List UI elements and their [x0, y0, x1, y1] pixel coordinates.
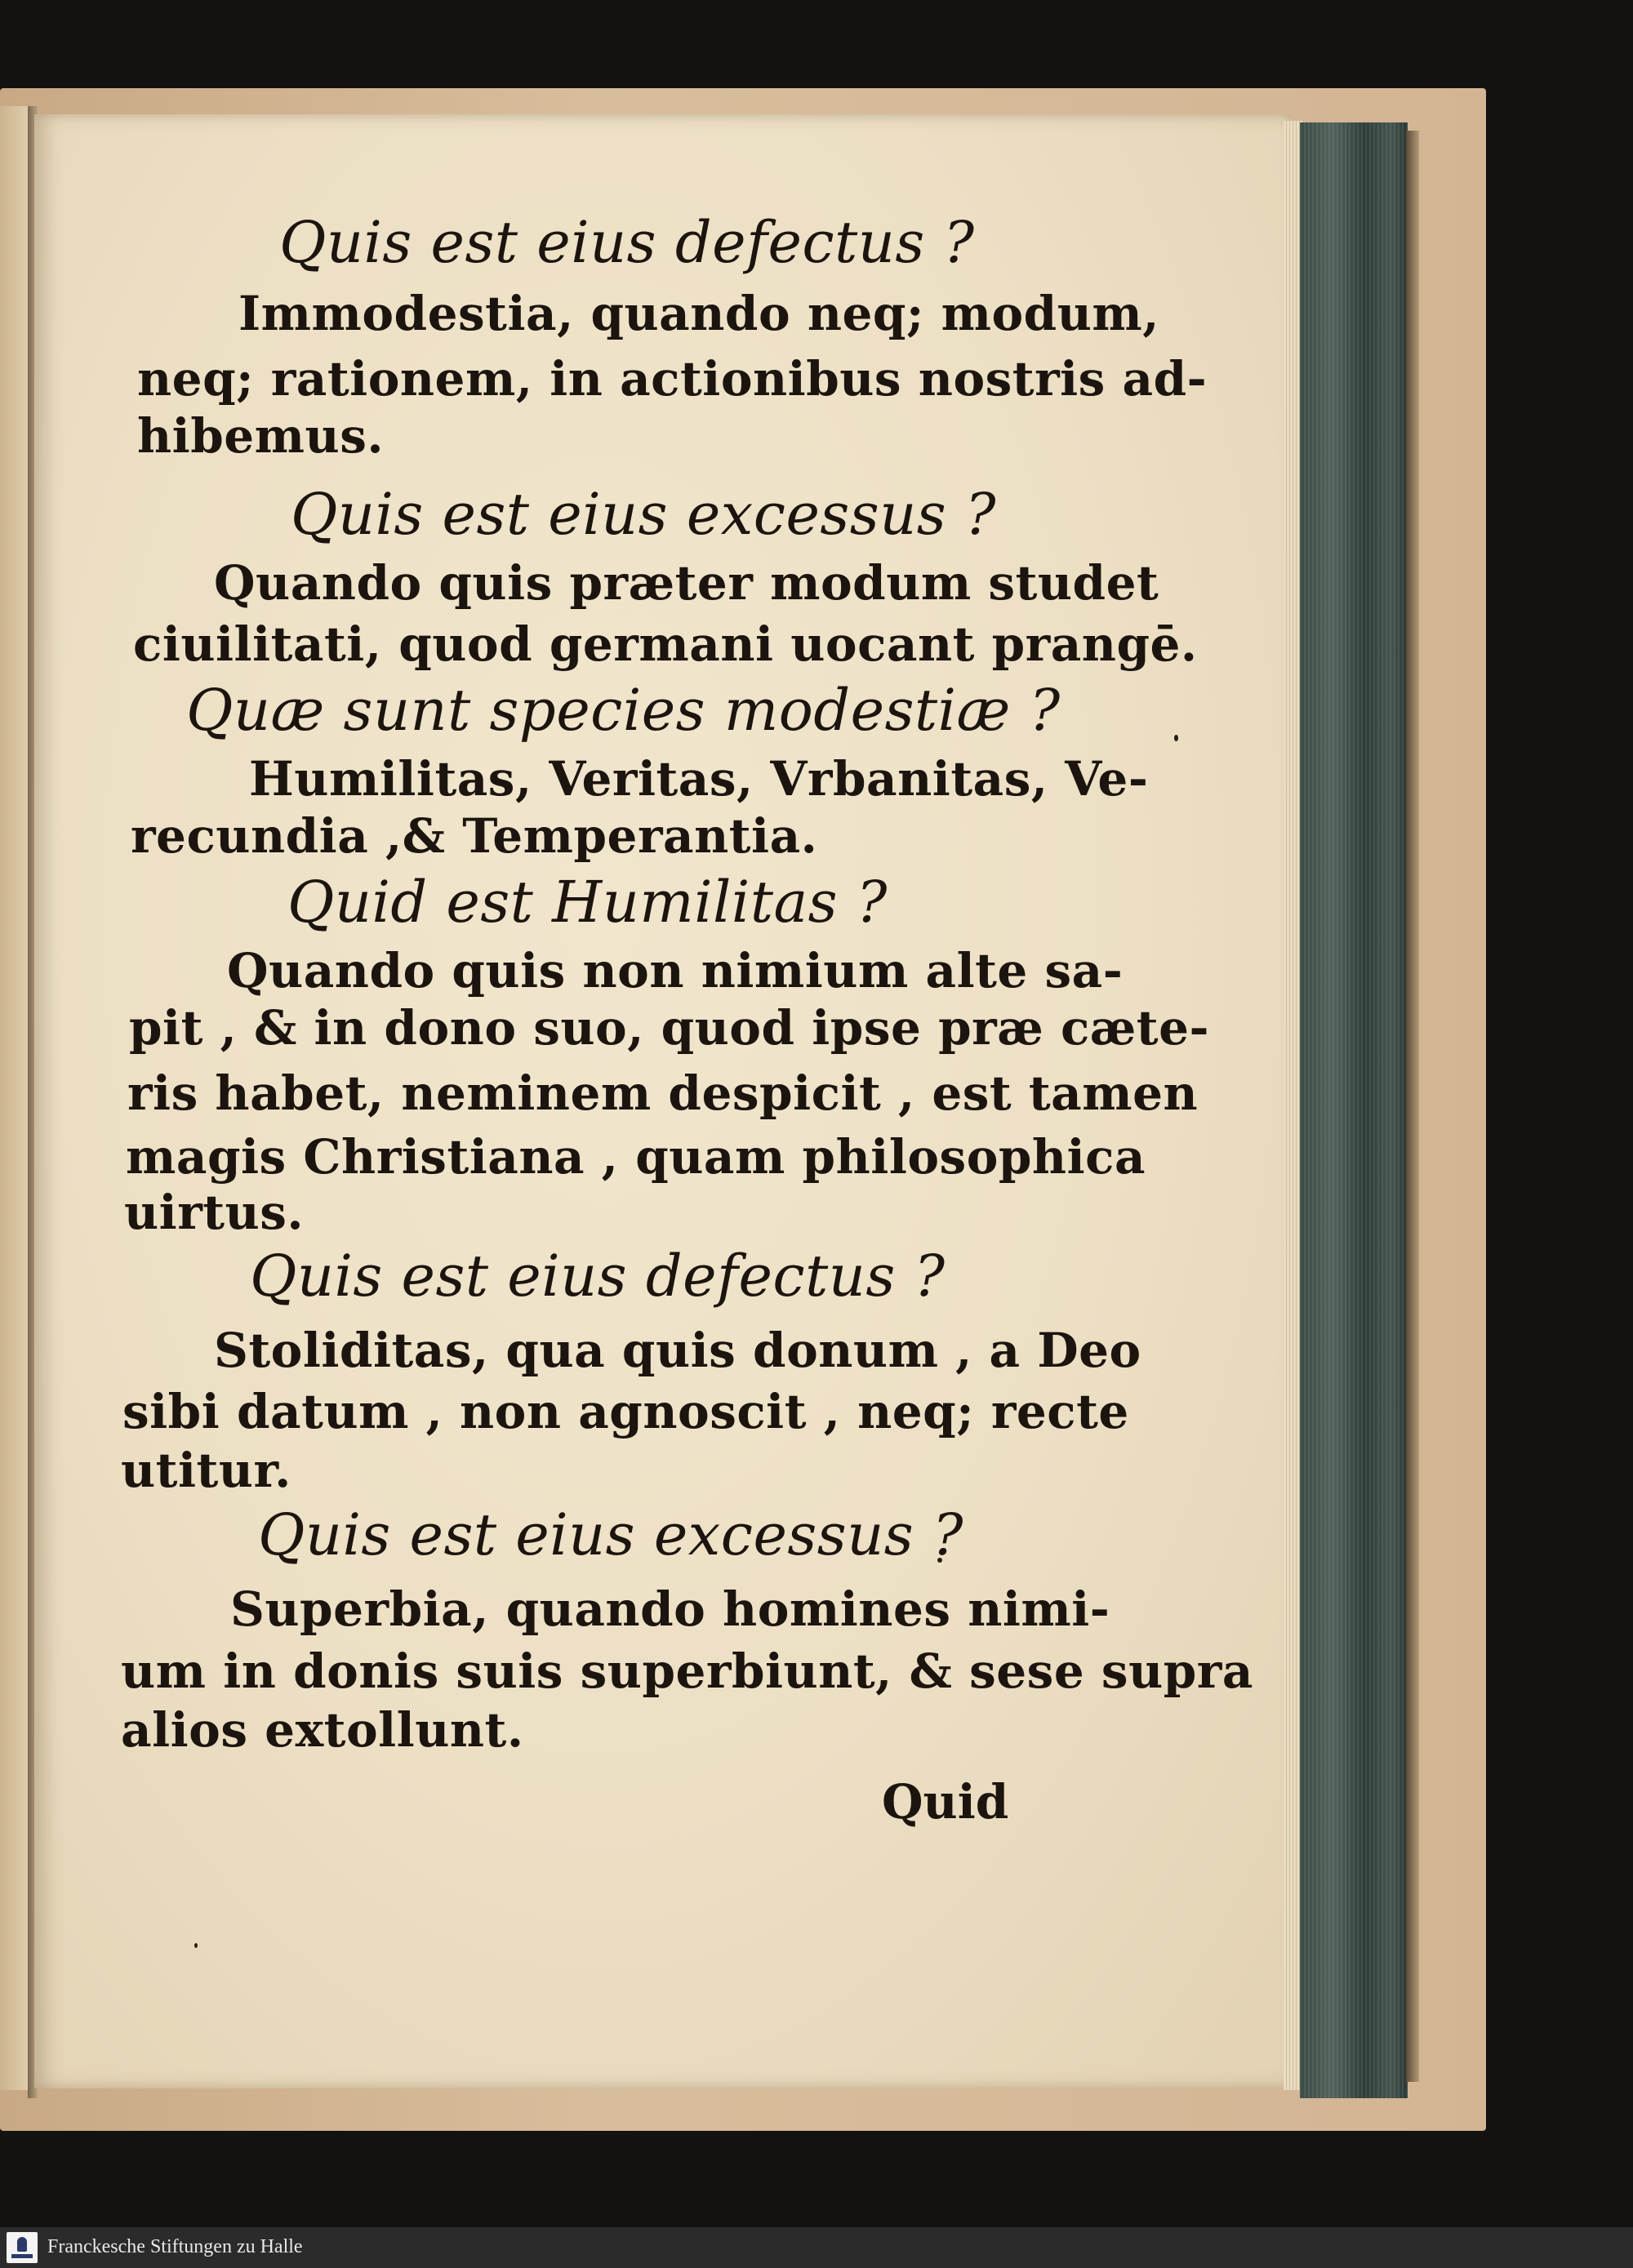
- catchword: Quid: [882, 1774, 1009, 1830]
- answer-line: Immodestia, quando neq; modum,: [238, 286, 1159, 341]
- answer-line: pit , & in dono suo, quod ipse præ cæte-: [129, 1000, 1210, 1056]
- answer-line: Stoliditas, qua quis donum , a Deo: [214, 1323, 1141, 1378]
- institution-logo-icon: [7, 2232, 38, 2263]
- answer-line: Quando quis non nimium alte sa-: [227, 943, 1124, 998]
- answer-line: Humilitas, Veritas, Vrbanitas, Ve-: [249, 751, 1149, 807]
- answer-line: hibemus.: [137, 408, 385, 464]
- answer-line: um in donis suis superbiunt, & sese supra: [121, 1643, 1253, 1699]
- question-line: Quis est eius excessus ?: [258, 1501, 963, 1568]
- question-line: Quæ sunt species modestiæ ?: [186, 677, 1061, 744]
- answer-line: sibi datum , non agnoscit , neq; recte: [122, 1384, 1129, 1439]
- answer-line: utitur.: [121, 1443, 291, 1498]
- answer-line: ris habet, neminem despicit , est tamen: [127, 1065, 1199, 1121]
- answer-line: recundia ,& Temperantia.: [131, 808, 818, 864]
- answer-line: Superbia, quando homines nimi-: [230, 1581, 1110, 1637]
- answer-line: alios extollunt.: [121, 1702, 524, 1758]
- answer-line: magis Christiana , quam philosophica: [126, 1129, 1146, 1185]
- answer-line: uirtus.: [124, 1185, 305, 1240]
- question-line: Quis est eius defectus ?: [279, 209, 975, 276]
- footer-bar: [0, 2227, 1633, 2268]
- question-line: Quid est Humilitas ?: [287, 869, 888, 936]
- question-line: Quis est eius excessus ?: [291, 481, 996, 548]
- answer-line: neq; rationem, in actionibus nostris ad-: [137, 351, 1208, 407]
- question-line: Quis est eius defectus ?: [250, 1243, 946, 1310]
- institution-name: Franckesche Stiftungen zu Halle: [47, 2236, 303, 2257]
- answer-line: ciuilitati, quod germani uocant prangē.: [133, 616, 1198, 672]
- answer-line: Quando quis præter modum studet: [214, 555, 1159, 611]
